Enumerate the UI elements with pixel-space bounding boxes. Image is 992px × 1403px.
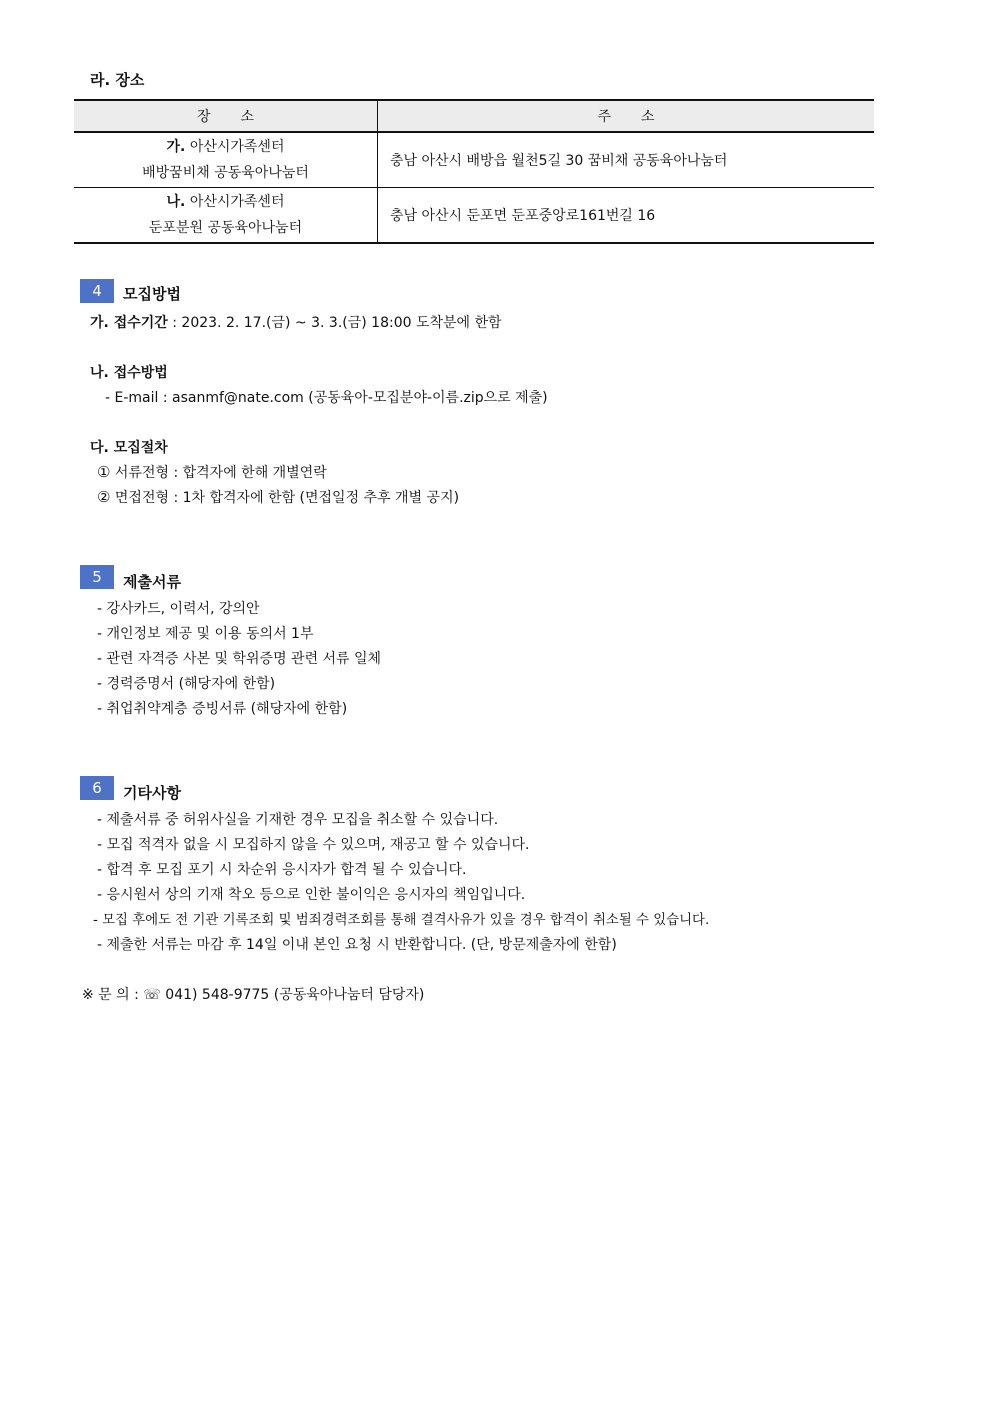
phone-icon: ☏	[143, 987, 161, 1003]
venue-name-cell	[74, 188, 378, 244]
venue-table-header	[74, 100, 874, 132]
venue-address: 충남 아산시 둔포면 둔포중앙로161번길 16	[378, 188, 875, 244]
contact-label: ※ 문 의 :	[82, 987, 139, 1003]
list-item: - 응시원서 상의 기재 착오 등으로 인한 불이익은 응시자의 책임입니다.	[97, 887, 526, 903]
period-row	[90, 312, 502, 332]
section-heading: 모집방법	[123, 285, 181, 303]
step-text: 면접전형 : 1차 합격자에 한함 (면접일정 추후 개별 공지)	[114, 490, 460, 506]
header-address: 주소	[378, 100, 875, 132]
section-number-badge: 6	[80, 776, 114, 800]
section-number-badge: 5	[80, 565, 114, 589]
procedure-step	[97, 462, 327, 482]
step-number-icon: ①	[97, 463, 111, 481]
list-item: - 취업취약계층 증빙서류 (해당자에 한함)	[97, 701, 348, 717]
list-item: - 제출한 서류는 마감 후 14일 이내 본인 요청 시 반환합니다. (단, 방문제출자에 한함)	[97, 937, 617, 953]
header-place: 장소	[74, 100, 378, 132]
procedure-label: 다. 모집절차	[90, 440, 168, 456]
method-value: - E-mail : asanmf@nate.com (공동육아-모집분야-이름.zip으로 제출)	[105, 390, 548, 406]
list-item: - 개인정보 제공 및 이용 동의서 1부	[97, 626, 314, 642]
venue-name-cell	[74, 132, 378, 188]
venue-address: 충남 아산시 배방읍 월천5길 30 꿈비채 공동육아나눔터	[378, 132, 875, 188]
list-item: - 강사카드, 이력서, 강의안	[97, 601, 260, 617]
step-number-icon: ②	[97, 488, 111, 506]
table-row	[74, 188, 874, 244]
venue-name-line1: 아산시가족센터	[189, 194, 285, 210]
list-item: - 경력증명서 (해당자에 한함)	[97, 676, 276, 692]
method-label: 나. 접수방법	[90, 365, 168, 381]
list-item: - 제출서류 중 허위사실을 기재한 경우 모집을 취소할 수 있습니다.	[97, 812, 499, 828]
period-label: 가. 접수기간	[90, 315, 168, 331]
contact-line	[82, 984, 424, 1004]
procedure-step	[97, 487, 459, 507]
table-row	[74, 132, 874, 188]
venue-name-line2: 배방꿈비채 공동육아나눔터	[142, 165, 309, 181]
venue-name-line2: 둔포분원 공동육아나눔터	[148, 220, 303, 236]
section-number-badge: 4	[80, 279, 114, 303]
venue-title: 라. 장소	[90, 71, 145, 89]
list-item: - 합격 후 모집 포기 시 차순위 응시자가 합격 될 수 있습니다.	[97, 862, 467, 878]
contact-value: 041) 548-9775 (공동육아나눔터 담당자)	[165, 987, 425, 1003]
list-item: - 모집 후에도 전 기관 기록조회 및 범죄경력조회를 통해 결격사유가 있을 경우 합격이 취소될 수 있습니다.	[93, 913, 710, 928]
list-item: - 관련 자격증 사본 및 학위증명 관련 서류 일체	[97, 651, 382, 667]
list-item: - 모집 적격자 없을 시 모집하지 않을 수 있으며, 재공고 할 수 있습니다.	[97, 837, 530, 853]
section-heading: 기타사항	[123, 784, 181, 802]
step-text: 서류전형 : 합격자에 한해 개별연락	[114, 465, 327, 481]
venue-prefix: 나.	[166, 194, 186, 210]
period-value: : 2023. 2. 17.(금) ~ 3. 3.(금) 18:00 도착분에 한함	[172, 315, 502, 331]
venue-prefix: 가.	[166, 139, 186, 155]
section-heading: 제출서류	[123, 573, 181, 591]
venue-name-line1: 아산시가족센터	[189, 139, 285, 155]
venue-table	[74, 99, 874, 244]
